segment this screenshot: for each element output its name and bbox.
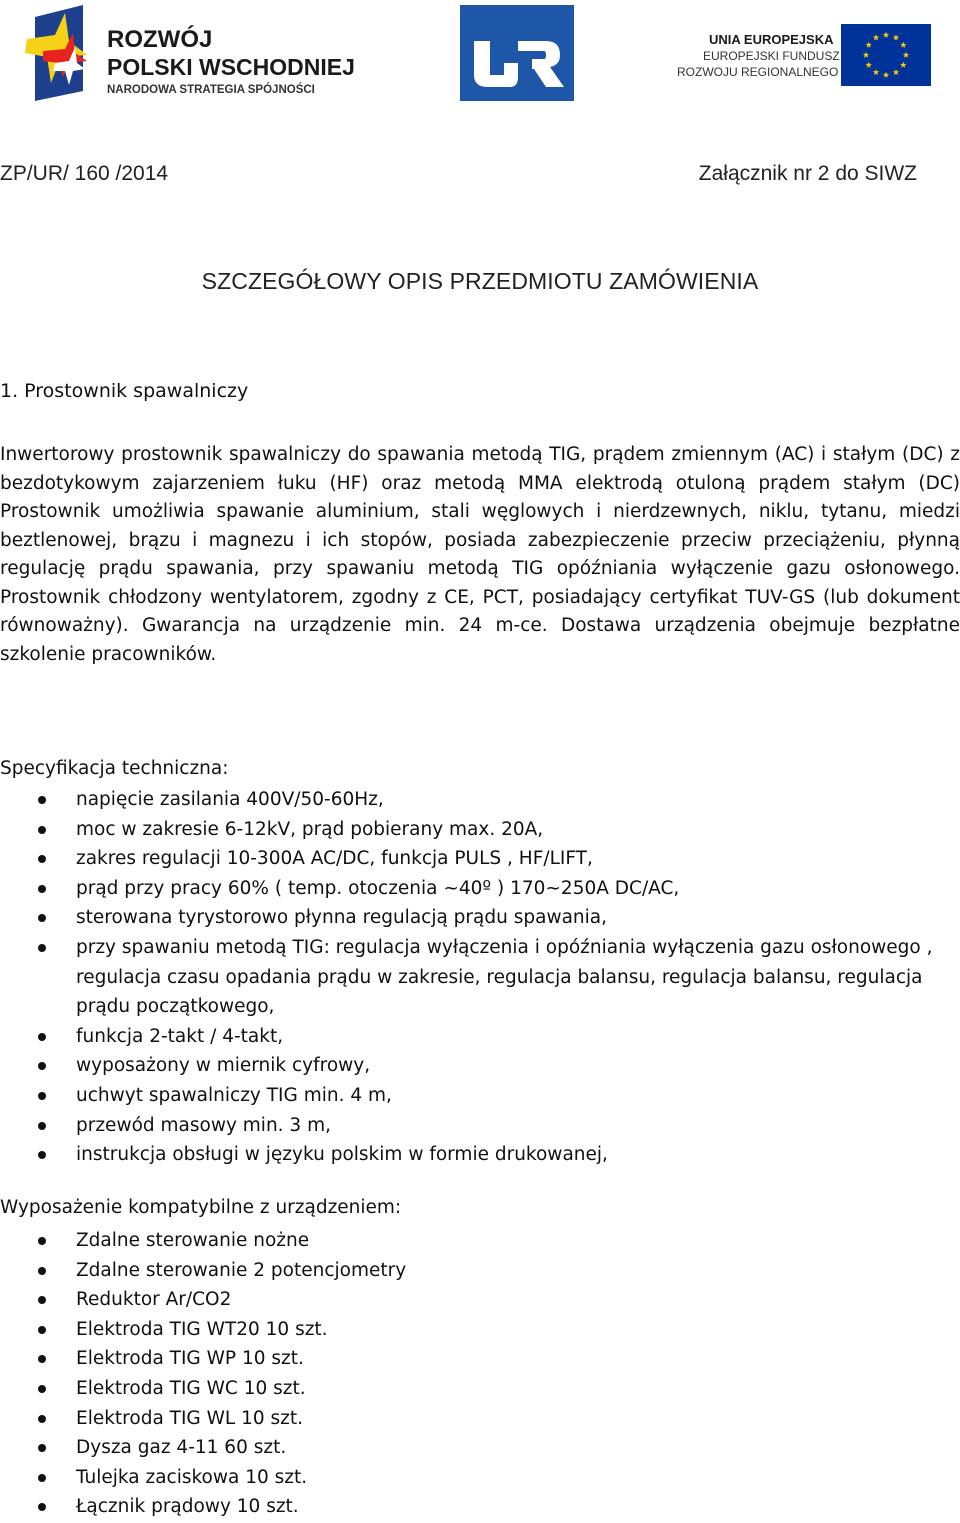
equipment-label: Wyposażenie kompatybilne z urządzeniem:	[0, 1197, 402, 1218]
bullet-icon	[38, 1062, 46, 1070]
list-item	[0, 1463, 946, 1493]
equipment-list	[0, 1226, 960, 1522]
list-item	[0, 1111, 946, 1141]
bullet-icon	[38, 1474, 46, 1482]
bullet-icon	[38, 1237, 46, 1245]
list-item	[0, 1433, 946, 1463]
eu-line2: EUROPEJSKI FUNDUSZ	[703, 49, 840, 63]
bullet-icon	[38, 885, 46, 893]
bullet-icon	[38, 826, 46, 834]
bullet-icon	[38, 1415, 46, 1423]
list-item	[0, 903, 946, 933]
list-item	[0, 1404, 946, 1434]
eu-line1: UNIA EUROPEJSKA	[709, 32, 834, 47]
rpw-line1: ROZWÓJ	[107, 26, 213, 53]
list-item-text: zakres regulacji 10-300A AC/DC, funkcja PULS , HF/LIFT,	[76, 848, 593, 870]
list-item	[0, 1226, 946, 1256]
list-item-text: instrukcja obsługi w języku polskim w formie drukowanej,	[76, 1144, 608, 1166]
bullet-icon	[38, 1267, 46, 1275]
eu-logo	[675, 22, 933, 88]
list-item	[0, 1285, 946, 1315]
bullet-icon	[38, 1385, 46, 1393]
list-item-text: funkcja 2-takt / 4-takt,	[76, 1025, 284, 1047]
list-item-text: Zdalne sterowanie 2 potencjometry	[76, 1259, 407, 1281]
list-item-text: Elektroda TIG WT20 10 szt.	[76, 1318, 328, 1340]
document-title: SZCZEGÓŁOWY OPIS PRZEDMIOTU ZAMÓWIENIA	[201, 268, 759, 294]
list-item-text: napięcie zasilania 400V/50-60Hz,	[76, 789, 384, 810]
list-item	[0, 1081, 946, 1111]
eu-line3: ROZWOJU REGIONALNEGO	[677, 65, 839, 79]
case-number: ZP/UR/ 160 /2014	[0, 162, 169, 185]
list-item	[0, 815, 946, 845]
list-item-text: Zdalne sterowanie nożne	[76, 1230, 310, 1251]
list-item	[0, 1374, 946, 1404]
list-item-text: Reduktor Ar/CO2	[76, 1289, 232, 1311]
bullet-icon	[38, 1355, 46, 1363]
list-item	[0, 1022, 946, 1052]
list-item	[0, 933, 946, 1022]
list-item-text: wyposażony w miernik cyfrowy,	[76, 1055, 371, 1077]
spec-list	[0, 785, 960, 1170]
list-item-text: prąd przy pracy 60% ( temp. otoczenia ~40º ) 170~250A DC/AC,	[76, 877, 680, 899]
bullet-icon	[38, 1033, 46, 1041]
list-item	[0, 1492, 946, 1522]
list-item	[0, 844, 946, 874]
intro-paragraph: Inwertorowy prostownik spawalniczy do spawania metodą TIG, prądem zmiennym (AC) i stałym (DC) z bezdotykowym zajarzeniem łuku (HF) oraz metodą MMA elektrodą otuloną prądem stałym (DC) Prostownik umożliwia spawanie aluminium, stali węglowych i nierdzewnych, niklu, tytanu, miedzi beztlenowej, brązu i magnezu i ich stopów, posiada zabezpieczenie przeciw przeciążeniu, płynną regulację prądu spawania, przy spawaniu metodą TIG opóźniania wyłączenie gazu osłonowego. Prostownik chłodzony wentylatorem, zgodny z CE, PCT, posiadający certyfikat TUV-GS (lub dokument równoważny). Gwarancja na urządzenie min. 24 m-ce. Dostawa urządzenia obejmuje bezpłatne szkolenie pracowników.	[0, 444, 960, 665]
list-item	[0, 874, 946, 904]
logo-bar	[0, 0, 960, 110]
bullet-icon	[38, 855, 46, 863]
list-item-text: Dysza gaz 4-11 60 szt.	[76, 1437, 287, 1459]
bullet-icon	[38, 914, 46, 922]
list-item-text: przewód masowy min. 3 m,	[76, 1114, 331, 1136]
list-item	[0, 1051, 946, 1081]
list-item-text: uchwyt spawalniczy TIG min. 4 m,	[76, 1084, 392, 1106]
bullet-icon	[38, 1296, 46, 1304]
bullet-icon	[38, 1503, 46, 1511]
list-item	[0, 1140, 946, 1170]
bullet-icon	[38, 1151, 46, 1159]
list-item-text: Łącznik prądowy 10 szt.	[76, 1496, 299, 1518]
list-item-text: Tulejka zaciskowa 10 szt.	[76, 1466, 308, 1488]
section-heading: 1. Prostownik spawalniczy	[0, 380, 249, 402]
list-item-text: Elektroda TIG WC 10 szt.	[76, 1377, 306, 1399]
attachment-label: Załącznik nr 2 do SIWZ	[698, 162, 917, 185]
list-item	[0, 1256, 946, 1286]
bullet-icon	[38, 1326, 46, 1334]
list-item-text: Elektroda TIG WP 10 szt.	[76, 1348, 304, 1370]
rpw-line3: NARODOWA STRATEGIA SPÓJNOŚCI	[107, 84, 315, 96]
list-item-text: Elektroda TIG WL 10 szt.	[76, 1407, 304, 1429]
list-item-text: przy spawaniu metodą TIG: regulacja wyłączenia i opóźniania wyłączenia gazu osłonowego , regulacja czasu opadania prądu w zakresie, regulacja balansu, regulacja balansu, regulacja prądu początkowego,	[76, 936, 933, 1018]
bullet-icon	[38, 944, 46, 952]
list-item	[0, 1315, 946, 1345]
bullet-icon	[38, 796, 46, 804]
list-item	[0, 785, 946, 815]
list-item-text: sterowana tyrystorowo płynna regulacją prądu spawania,	[76, 907, 607, 929]
rpw-line2: POLSKI WSCHODNIEJ	[107, 54, 355, 80]
bullet-icon	[38, 1122, 46, 1130]
spec-label: Specyfikacja techniczna:	[0, 758, 229, 779]
list-item-text: moc w zakresie 6-12kV, prąd pobierany max. 20A,	[76, 818, 544, 840]
rpw-logo	[25, 5, 365, 103]
bullet-icon	[38, 1444, 46, 1452]
list-item	[0, 1344, 946, 1374]
ur-logo	[460, 5, 574, 101]
bullet-icon	[38, 1092, 46, 1100]
